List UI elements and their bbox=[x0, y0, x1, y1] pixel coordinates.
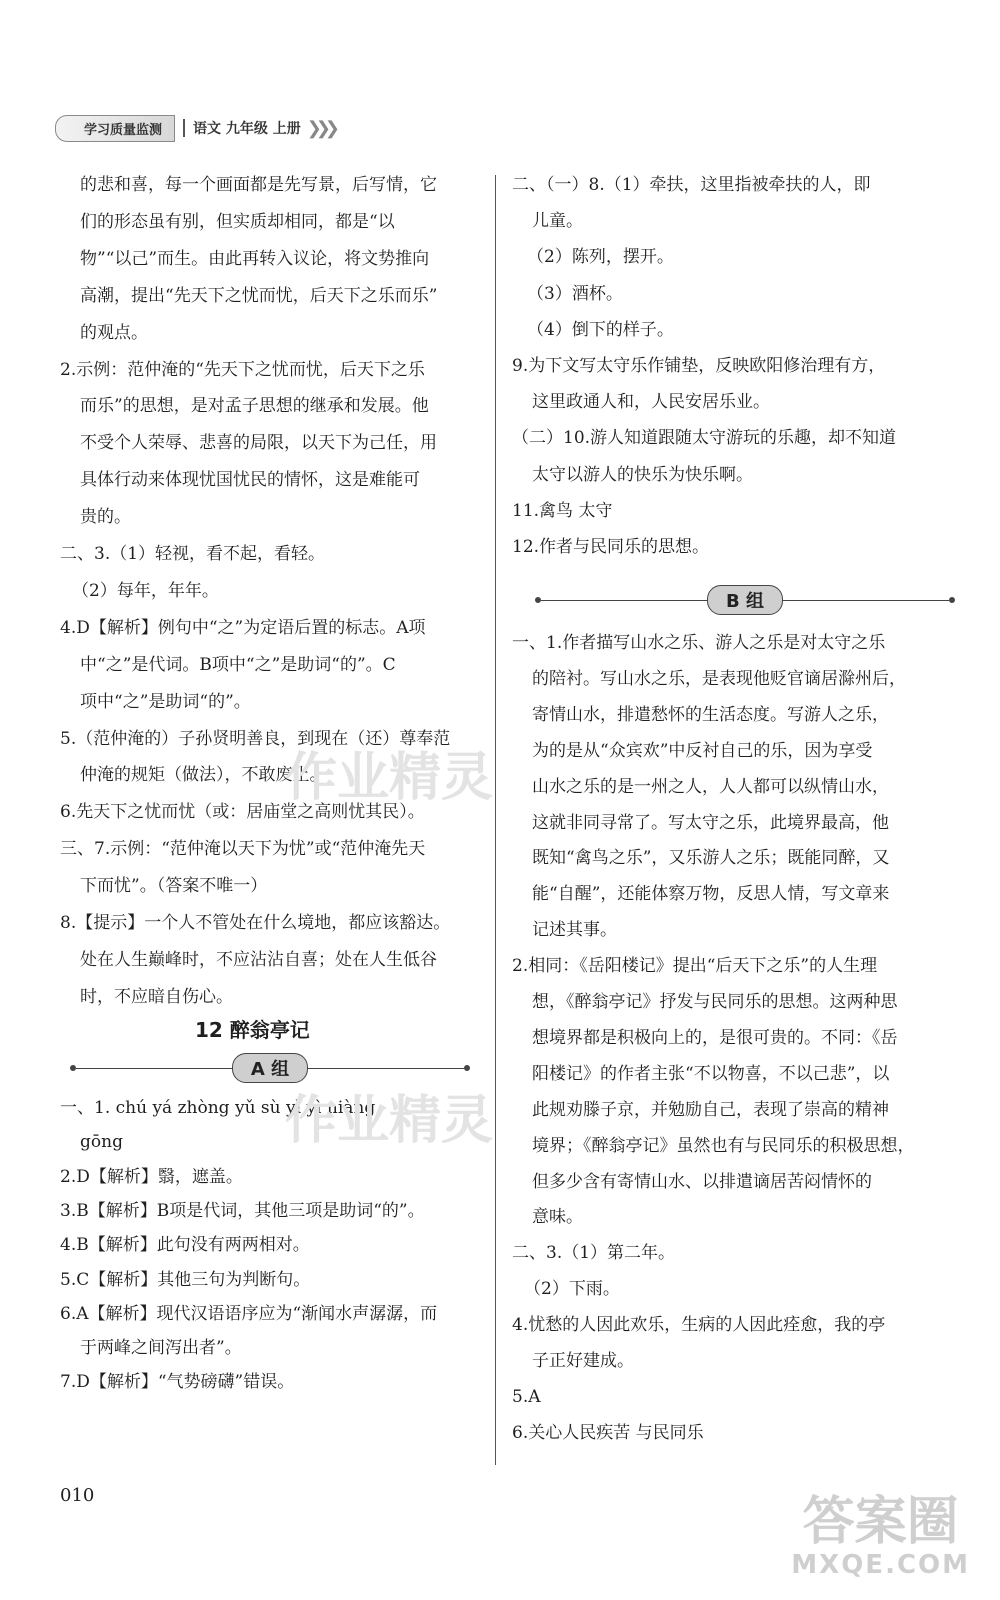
text-line: 子正好建成。 bbox=[532, 1351, 634, 1371]
text-line: 为的是从“众宾欢”中反衬自己的乐，因为享受 bbox=[532, 740, 873, 761]
watermark-text: 作业精灵 bbox=[285, 748, 494, 808]
text-line: 三、7.示例：“范仲淹以天下为忧”或“范仲淹先天 bbox=[60, 839, 426, 860]
text-line: 不受个人荣辱、悲喜的局限，以天下为己任，用 bbox=[80, 433, 437, 454]
group-a-divider bbox=[70, 1053, 470, 1083]
text-line: 太守以游人的快乐为快乐啊。 bbox=[532, 464, 753, 485]
text-line: 5.A bbox=[512, 1386, 541, 1407]
text-line: （2）陈列，摆开。 bbox=[527, 247, 674, 268]
text-line: 阳楼记》的作者主张“不以物喜，不以己悲”，以 bbox=[532, 1063, 890, 1084]
text-line: 5.（范仲淹的）子孙贤明善良，到现在（还）尊奉范 bbox=[60, 728, 451, 749]
text-line: 山水之乐的是一州之人，人人都可以纵情山水， bbox=[532, 776, 889, 797]
text-line: （3）酒杯。 bbox=[527, 283, 623, 304]
text-line: 下而忧”。（答案不唯一） bbox=[80, 876, 268, 897]
header-separator bbox=[183, 119, 185, 137]
watermark-text: 作业精灵 bbox=[285, 1091, 494, 1151]
text-line: 时，不应暗自伤心。 bbox=[80, 986, 233, 1007]
text-line: 此规劝滕子京，并勉励自己，表现了崇高的精神 bbox=[532, 1099, 889, 1120]
text-line: 想，《醉翁亭记》抒发与民同乐的思想。这两种思 bbox=[532, 992, 898, 1012]
column-divider bbox=[495, 175, 496, 1465]
text-line: 们的形态虽有别，但实质却相同，都是“以 bbox=[80, 211, 395, 232]
text-line: 6.先天下之忧而忧（或：居庙堂之高则忧其民）。 bbox=[60, 802, 425, 823]
text-line: 的观点。 bbox=[80, 322, 148, 343]
text-line: 二、（一）8.（1）牵扶，这里指被牵扶的人，即 bbox=[512, 175, 871, 195]
text-line: 11.禽鸟 太守 bbox=[512, 500, 613, 521]
text-line: （2）下雨。 bbox=[524, 1279, 620, 1300]
page-number: 010 bbox=[60, 1485, 95, 1506]
text-line: 项中“之”是助词“的”。 bbox=[80, 691, 251, 712]
text-line: 3.B【解析】B项是代词，其他三项是助词“的”。 bbox=[60, 1200, 425, 1221]
text-line: 能“自醒”，还能体察万物，反思人情，写文章来 bbox=[532, 884, 890, 905]
text-line: 既知“禽鸟之乐”，又乐游人之乐；既能同醉，又 bbox=[532, 848, 890, 869]
text-line: 的陪衬。写山水之乐，是表现他贬官谪居滁州后， bbox=[532, 668, 906, 689]
group-a-label: A 组 bbox=[232, 1053, 308, 1083]
text-line: 二、3.（1）轻视，看不起，看轻。 bbox=[60, 544, 326, 564]
logo-text: 答案圈 bbox=[802, 1492, 959, 1552]
text-line: 具体行动来体现忧国忧民的情怀，这是难能可 bbox=[80, 470, 420, 491]
text-line: gōng bbox=[80, 1132, 123, 1153]
text-line: 8.【提示】一个人不管处在什么境地，都应该豁达。 bbox=[60, 913, 451, 933]
text-line: 贵的。 bbox=[80, 507, 131, 528]
group-b-label: B 组 bbox=[707, 585, 783, 615]
text-line: 一、1. chú yá zhòng yǔ sù yì yì niàng bbox=[60, 1098, 376, 1118]
subject-grade-label: 语文 九年级 上册 bbox=[193, 121, 301, 137]
section-title: 12 醉翁亭记 bbox=[195, 1018, 310, 1042]
text-line: 境界；《醉翁亭记》虽然也有与民同乐的积极思想， bbox=[532, 1135, 915, 1156]
text-line: 高潮，提出“先天下之忧而忧，后天下之乐而乐” bbox=[80, 285, 438, 306]
divider-dot bbox=[949, 597, 955, 603]
text-line: 仲淹的规矩（做法），不敢废止。 bbox=[80, 765, 327, 786]
text-line: 6.关心人民疾苦 与民同乐 bbox=[512, 1422, 704, 1443]
text-line: 二、3.（1）第二年。 bbox=[512, 1243, 676, 1264]
text-line: 2.相同：《岳阳楼记》提出“后天下之乐”的人生理 bbox=[512, 956, 878, 977]
group-b-divider bbox=[535, 585, 955, 615]
page-header bbox=[55, 113, 334, 143]
text-line: 5.C【解析】其他三句为判断句。 bbox=[60, 1269, 311, 1290]
text-line: 2.D【解析】翳，遮盖。 bbox=[60, 1166, 243, 1187]
series-label: 学习质量监测 bbox=[55, 115, 175, 142]
text-line: 一、1.作者描写山水之乐、游人之乐是对太守之乐 bbox=[512, 633, 886, 653]
divider-line bbox=[76, 1068, 232, 1069]
divider-dot bbox=[464, 1065, 470, 1071]
text-line: 4.D【解析】例句中“之”为定语后置的标志。A项 bbox=[60, 617, 426, 638]
text-line: 2.示例：范仲淹的“先天下之忧而忧，后天下之乐 bbox=[60, 359, 425, 380]
text-line: （二）10.游人知道跟随太守游玩的乐趣，却不知道 bbox=[512, 428, 897, 449]
divider-line bbox=[541, 600, 707, 601]
text-line: 但多少含有寄情山水、以排遣谪居苦闷情怀的 bbox=[532, 1171, 872, 1192]
text-line: 这就非同寻常了。写太守之乐，此境界最高，他 bbox=[532, 812, 889, 833]
text-line: 9.为下文写太守乐作铺垫，反映欧阳修治理有方， bbox=[512, 356, 886, 376]
text-line: 于两峰之间泻出者”。 bbox=[80, 1338, 242, 1359]
text-line: 4.B【解析】此句没有两两相对。 bbox=[60, 1235, 310, 1256]
text-line: （4）倒下的样子。 bbox=[527, 319, 674, 340]
text-line: 寄情山水，排遣愁怀的生活态度。写游人之乐， bbox=[532, 704, 889, 725]
text-line: 12.作者与民同乐的思想。 bbox=[512, 537, 710, 557]
text-line: 记述其事。 bbox=[532, 920, 617, 941]
logo-url: MXQE.COM bbox=[791, 1550, 970, 1580]
text-line: 4.忧愁的人因此欢乐，生病的人因此痊愈，我的亭 bbox=[512, 1315, 886, 1336]
chevron-right-icon: ❯❯❯ bbox=[306, 117, 335, 139]
text-line: 这里政通人和，人民安居乐业。 bbox=[532, 392, 770, 413]
site-logo bbox=[791, 1494, 970, 1580]
text-line: 儿童。 bbox=[532, 211, 583, 232]
text-line: 想境界都是积极向上的，是很可贵的。不同：《岳 bbox=[532, 1027, 898, 1048]
text-line: 而乐”的思想，是对孟子思想的继承和发展。他 bbox=[80, 396, 429, 417]
text-line: 物”“以己”而生。由此再转入议论，将文势推向 bbox=[80, 248, 430, 269]
text-line: 的悲和喜，每一个画面都是先写景，后写情，它 bbox=[80, 175, 437, 195]
text-line: 6.A【解析】现代汉语语序应为“渐闻水声潺潺，而 bbox=[60, 1303, 438, 1324]
text-line: （2）每年，年年。 bbox=[72, 580, 219, 601]
text-line: 意味。 bbox=[532, 1207, 583, 1228]
divider-line bbox=[783, 600, 949, 601]
divider-line bbox=[308, 1068, 464, 1069]
text-line: 7.D【解析】“气势磅礴”错误。 bbox=[60, 1372, 295, 1393]
text-line: 处在人生巅峰时，不应沾沾自喜；处在人生低谷 bbox=[80, 949, 437, 970]
text-line: 中“之”是代词。B项中“之”是助词“的”。C bbox=[80, 654, 396, 675]
